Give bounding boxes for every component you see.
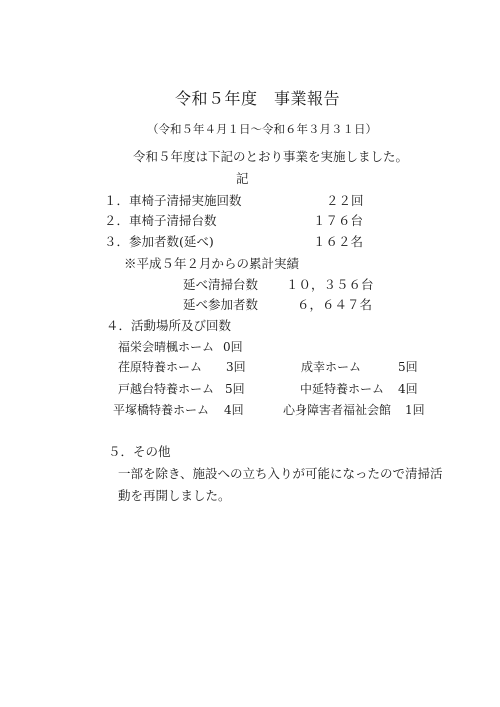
location-count: 5回 xyxy=(225,382,245,396)
item-3-value: １６２名 xyxy=(313,234,364,249)
other-text-line1: 一部を除き、施設への立ち入りが可能になったので清掃活 xyxy=(118,466,443,481)
cumulative-participants-label: 延べ参加者数 xyxy=(183,297,259,312)
location-count: 5回 xyxy=(398,360,418,374)
item-2-value: １７６台 xyxy=(313,213,364,228)
location-name: 心身障害者福祉会館 xyxy=(283,403,392,417)
intro-text: 令和５年度は下記のとおり事業を実施しました。 xyxy=(133,149,409,164)
other-text-line2: 動を再開しました。 xyxy=(118,488,231,503)
cumulative-units-label: 延べ清掃台数 xyxy=(183,277,259,292)
location-count: 3回 xyxy=(226,360,246,374)
location-name: 荏原特養ホーム xyxy=(118,360,203,374)
report-title: 令和５年度 事業報告 xyxy=(175,89,341,108)
item-1-label: １．車椅子清掃実施回数 xyxy=(104,193,242,208)
location-name: 平塚橋特養ホーム xyxy=(113,403,210,417)
location-name: 戸越台特養ホーム xyxy=(118,382,215,396)
other-heading: ５．その他 xyxy=(108,444,171,459)
location-count: 4回 xyxy=(224,403,244,417)
location-count: 1回 xyxy=(405,403,425,417)
report-period: （令和５年４月１日～令和６年３月３１日） xyxy=(147,122,377,136)
location-count: 4回 xyxy=(398,382,418,396)
location-count: 0回 xyxy=(223,340,243,354)
item-1-value: ２２回 xyxy=(326,193,364,208)
ki-heading: 記 xyxy=(236,171,249,186)
location-name: 中延特養ホーム xyxy=(300,382,385,396)
cumulative-participants-value: ６，６４７名 xyxy=(297,297,373,312)
locations-heading: ４．活動場所及び回数 xyxy=(106,318,232,333)
cumulative-units-value: １０，３５６台 xyxy=(286,277,374,292)
cumulative-heading: ※平成５年２月からの累計実績 xyxy=(124,256,300,271)
item-2-label: ２．車椅子清掃台数 xyxy=(104,213,217,228)
location-name: 成幸ホーム xyxy=(301,360,362,374)
location-name: 福栄会晴楓ホーム xyxy=(118,340,215,354)
item-3-label: ３．参加者数(延べ) xyxy=(104,234,214,249)
